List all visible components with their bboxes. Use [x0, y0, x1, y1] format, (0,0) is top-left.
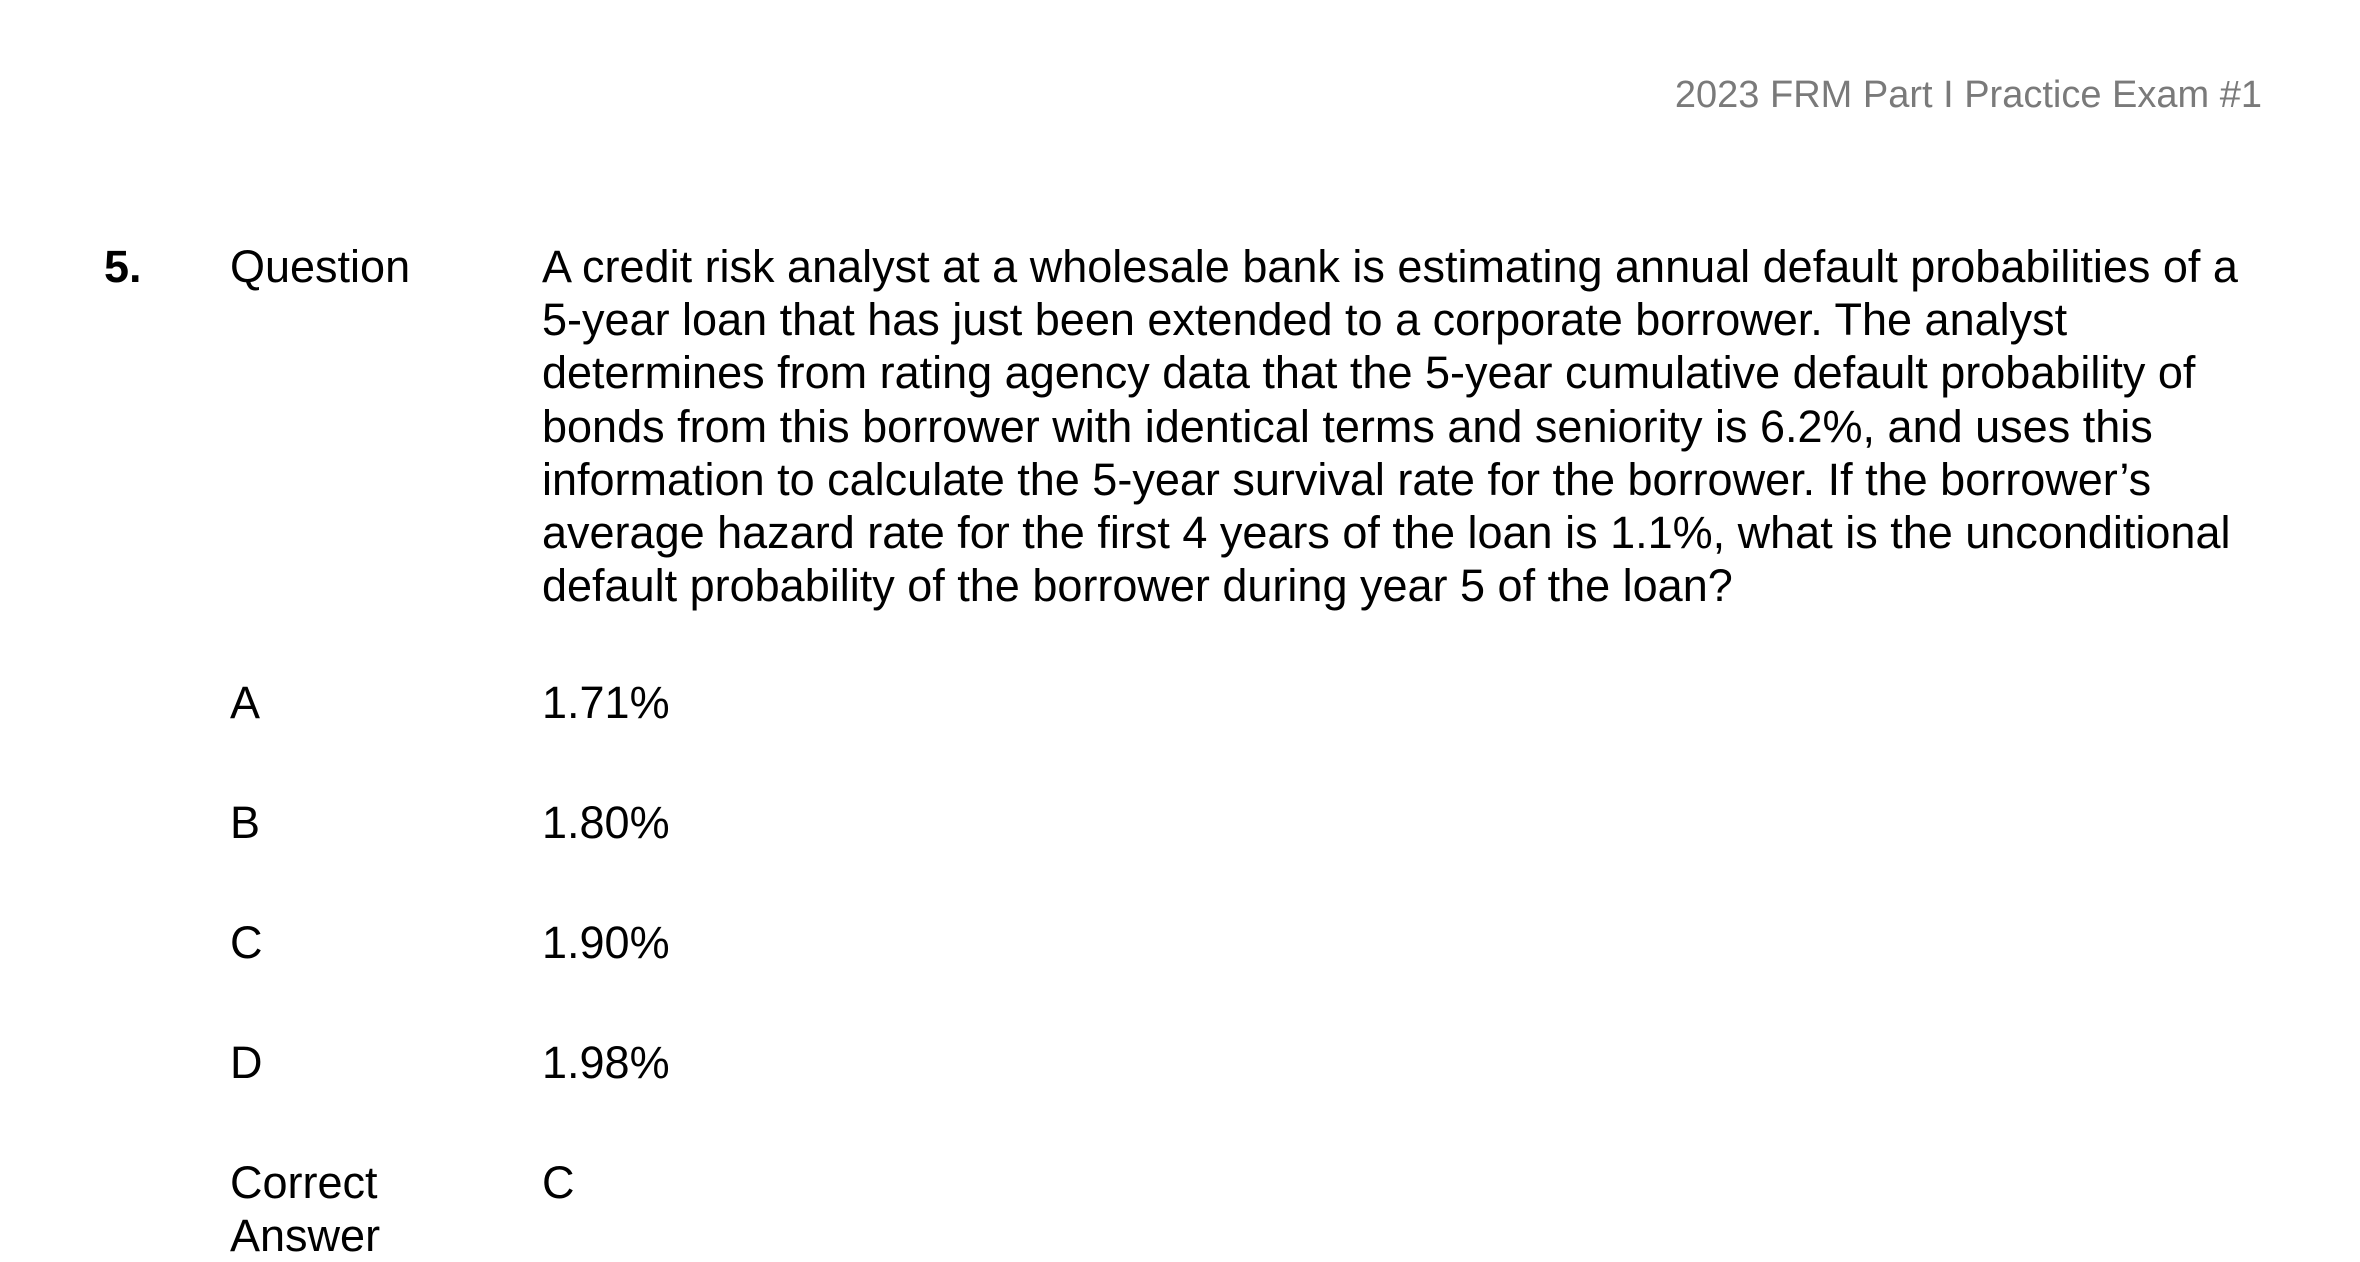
question-number: 5. [104, 241, 142, 292]
correct-answer-label: Correct Answer [230, 1157, 381, 1261]
option-b-value: 1.80% [542, 797, 670, 848]
option-b-letter: B [230, 797, 261, 848]
exam-title: 2023 FRM Part I Practice Exam #1 [1674, 74, 2262, 116]
option-c-value: 1.90% [542, 917, 670, 968]
option-a-letter: A [230, 677, 261, 728]
question-text: A credit risk analyst at a wholesale bank is estimating annual default probabilities of a 5-year loan that has just been extended to a corporate borrower. The analyst determines from rating agency data that the 5-year cumulative default probability of bonds from this borrower with identical terms and seniority is 6.2%, and uses this information to calculate the 5-year survival rate for the borrower. If the borrower’s average hazard rate for the first 4 years of the loan is 1.1%, what is the unconditional default probability of the borrower during year 5 of the loan? [542, 241, 2238, 612]
option-d-letter: D [230, 1037, 263, 1088]
option-a-value: 1.71% [542, 677, 670, 728]
correct-answer-value: C [542, 1157, 575, 1208]
option-c-letter: C [230, 917, 263, 968]
option-d-value: 1.98% [542, 1037, 670, 1088]
question-label: Question [230, 241, 411, 292]
